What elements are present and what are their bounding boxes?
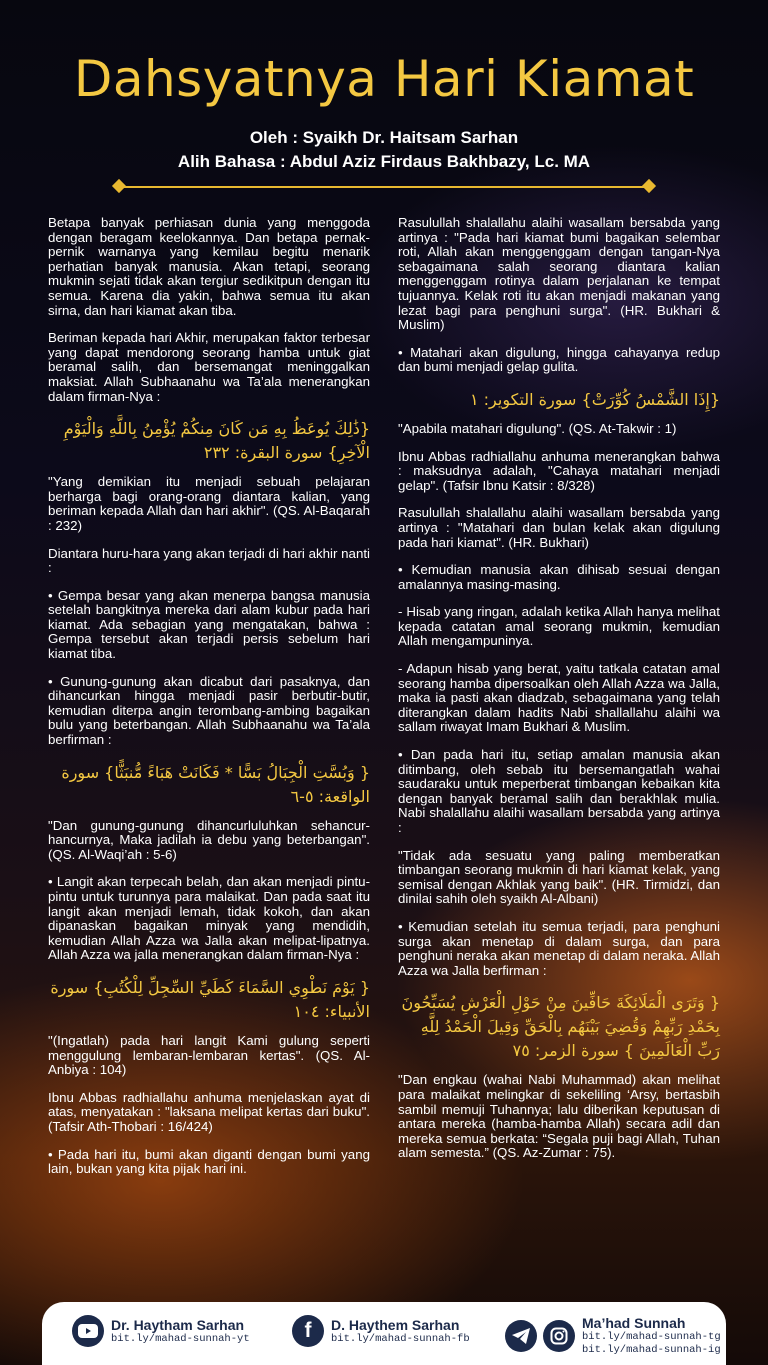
telegram-url: bit.ly/mahad-sunnah-tg (582, 1331, 721, 1343)
telegram-instagram-link[interactable] (505, 1315, 721, 1357)
arabic-verse: {ذَٰلِكَ يُوعَظُ بِهِ مَن كَانَ مِنكُمْ يُؤْمِنُ بِاللَّهِ وَالْيَوْمِ الْآخِرِ} سورة البقرة: ٢٣٢ (63, 419, 370, 463)
paragraph: "Tidak ada sesuatu yang paling memberatkan timbangan seorang mukmin di hari kiamat kelak, yang semisal dengan Akhlak yang baik". (HR. Tirmidzi, dan dinilai sahih oleh syaikh Al-Albani) (398, 847, 720, 907)
paragraph: • Dan pada hari itu, setiap amalan manusia akan ditimbang, oleh sebab itu bersemangatlah wahai saudaraku untuk meperberat timbangan kebaikan kita dengan banyak beramal salih dan berakhlak mulia. Nabi shalallahu alaihi wasallam bersabda yang artinya : (398, 747, 720, 835)
arabic-verse: { وَبُسَّتِ الْجِبَالُ بَسًّا * فَكَانَتْ هَبَاءً مُّنبَثًّا} سورة الواقعة: ٥-٦ (61, 762, 370, 806)
instagram-icon (543, 1320, 575, 1352)
paragraph: • Matahari akan digulung, hingga cahayanya redup dan bumi menjadi gelap gulita. (398, 344, 720, 375)
paragraph: • Kemudian manusia akan dihisab sesuai dengan amalannya masing-masing. (398, 562, 720, 592)
telegram-icon (505, 1320, 537, 1352)
page-title: Dahsyatnya Hari Kiamat (73, 50, 695, 108)
paragraph: • Gempa besar yang akan menerpa bangsa manusia setelah bangkitnya mereka dari alam kubur pada hari kiamat. Ada sebagian yang mengatakan, bahwa : Gempa tersebut akan terjadi persis sebelum hari kiamat tiba. (48, 587, 370, 662)
paragraph: Ibnu Abbas radhiallahu anhuma menerangkan bahwa : maksudnya adalah, "Cahaya matahari menjadi gelap". (Tafsir Ibnu Katsir : 8/328) (398, 448, 720, 493)
right-column (398, 216, 720, 1174)
paragraph: Beriman kepada hari Akhir, merupakan faktor terbesar yang dapat mendorong seorang hamba untuk giat beramal salih, dan bersemangat meninggalkan maksiat. Allah Subhaanahu wa Ta’ala menerangkan dalam firman-Nya : (48, 330, 370, 404)
instagram-url: bit.ly/mahad-sunnah-ig (582, 1344, 721, 1356)
paragraph: "Dan gunung-gunung dihancurluluhkan sehancur-hancurnya, Maka jadilah ia debu yang beterbangan". (QS. Al-Waqi’ah : 5-6) (48, 817, 370, 862)
paragraph: Ibnu Abbas radhiallahu anhuma menjelaskan ayat di atas, menyatakan : "laksana melipat kertas dari buku". (Tafsir Ath-Thobari : 16/424) (48, 1089, 370, 1134)
paragraph: Betapa banyak perhiasan dunia yang menggoda dengan beragam keelokannya. Dan betapa pernak-pernik warnanya yang kemilau begitu menarik perhatian banyak manusia. Akan tetapi, seorang mukmin sejati tidak akan tergiur sedikitpun dengan itu semua. Karena dia yakin, bahwa semua itu akan sirna, dan hari kiamat akan tiba. (48, 215, 370, 318)
paragraph: Rasulullah shalallahu alaihi wasallam bersabda yang artinya : "Pada hari kiamat bumi bagaikan selembar roti, Allah akan menggenggam dengan tangan-Nya sebagaimana salah seorang diantara kalian menggenggam rotinya dalam perjalanan ke tempat tujuannya. Kelak roti itu akan menjadi makanan yang lezat bagi para penghuni surga". (HR. Bukhari & Muslim) (398, 215, 720, 333)
paragraph: Diantara huru-hara yang akan terjadi di hari akhir nanti : (48, 545, 370, 576)
paragraph: "(Ingatlah) pada hari langit Kami gulung seperti menggulung lembaran-lembaran kertas". (QS. Al-Anbiya : 104) (48, 1032, 370, 1078)
paragraph: • Langit akan terpecah belah, dan akan menjadi pintu-pintu untuk turunnya para malaikat. Dan pada saat itu langit akan menjadi lemah, tidak kokoh, dan akan dipanaskan bagaikan minyak yang mendidih, kemudian Allah Azza wa Jalla akan melipat-lipatnya. Allah Azza wa jalla menerangkan dalam firman-Nya : (48, 874, 370, 963)
facebook-link[interactable] (292, 1315, 470, 1347)
arabic-verse: {إِذَا الشَّمْسُ كُوِّرَتْ} سورة التكوير: ١ (469, 389, 720, 409)
paragraph: "Apabila matahari digulung". (QS. At-Takwir : 1) (398, 420, 677, 436)
paragraph: • Kemudian setelah itu semua terjadi, para penghuni surga akan menetap di dalam surga, dan para penghuni neraka akan menetap di dalam neraka. Allah Azza wa Jalla berfirman : (398, 918, 720, 978)
youtube-url: bit.ly/mahad-sunnah-yt (111, 1332, 250, 1345)
paragraph: "Yang demikian itu menjadi sebuah pelajaran berharga bagi orang-orang diantara kalian, yang beriman kepada Allah dan hari akhir". (QS. Al-Baqarah : 232) (48, 474, 370, 533)
facebook-page-name: D. Haythem Sarhan (331, 1316, 460, 1333)
youtube-channel-name: Dr. Haytham Sarhan (111, 1316, 245, 1333)
paragraph: "Dan engkau (wahai Nabi Muhammad) akan melihat para malaikat melingkar di sekeliling ‘Arsy, bertasbih sambil memuji Tuhannya; lalu diberikan keputusan di antara mereka (hamba-hamba Allah) secara adil dan mereka semua berkata: “Segala puji bagi Allah, Tuhan alam semesta.” (QS. Az-Zumar : 75). (398, 1072, 720, 1161)
arabic-verse: { يَوْمَ نَطْوِي السَّمَاءَ كَطَيِّ السِّجِلِّ لِلْكُتُبِ} سورة الأنبياء: ١٠٤ (50, 977, 370, 1021)
facebook-icon: f (292, 1315, 324, 1347)
youtube-icon (72, 1315, 104, 1347)
paragraph: Rasulullah shalallahu alaihi wasallam bersabda yang artinya : "Matahari dan bulan kelak akan digulung pada hari kiamat". (HR. Bukhari) (398, 505, 720, 550)
youtube-link[interactable] (72, 1315, 250, 1347)
paragraph: - Adapun hisab yang berat, yaitu tatkala catatan amal seorang hamba dipersoalkan oleh Allah Azza wa Jalla, maka ia pasti akan diadzab, sebagaimana yang telah diterangkan dalam hadits Nabi shallallahu alaihi wa sallam riwayat Imam Bukhari & Muslim. (398, 661, 720, 735)
paragraph: • Gunung-gunung akan dicabut dari pasaknya, dan dihancurkan hingga menjadi pasir berbutir-butir, kemudian diterpa angin terombang-ambing bagaikan bulu yang beterbangan. Allah Subhaanahu wa Ta’ala berfirman : (48, 673, 370, 748)
title-divider (118, 180, 650, 194)
author-line: Oleh : Syaikh Dr. Haitsam Sarhan (249, 128, 519, 147)
facebook-url: bit.ly/mahad-sunnah-fb (331, 1332, 470, 1345)
paragraph: - Hisab yang ringan, adalah ketika Allah hanya melihat kepada catatan amal seorang mukmin, kemudian Allah mengampuninya. (398, 604, 720, 649)
left-column (48, 216, 370, 1190)
social-footer (42, 1302, 726, 1365)
mahad-sunnah-name: Ma’had Sunnah (582, 1315, 686, 1331)
arabic-verse: { وَتَرَى الْمَلَائِكَةَ حَافِّينَ مِنْ حَوْلِ الْعَرْشِ يُسَبِّحُونَ بِحَمْدِ رَبِّهِمْ وَقُضِيَ بَيْنَهُم بِالْحَقِّ وَقِيلَ الْحَمْدُ لِلَّهِ رَبِّ الْعَالَمِينَ } سورة الزمر: ٧٥ (401, 993, 720, 1061)
translator-line: Alih Bahasa : Abdul Aziz Firdaus Bakhbazy, Lc. MA (177, 152, 591, 171)
paragraph: • Pada hari itu, bumi akan diganti dengan bumi yang lain, bukan yang kita pijak hari ini. (48, 1146, 370, 1177)
